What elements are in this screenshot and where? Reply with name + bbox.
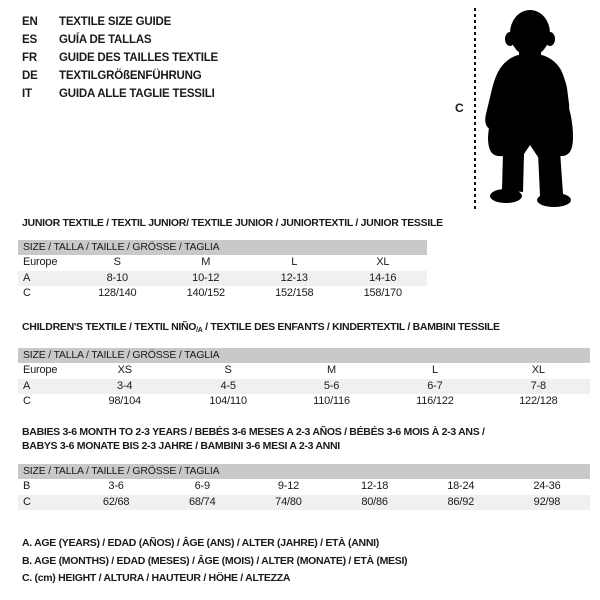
table-cell: 92/98 bbox=[533, 495, 561, 508]
size-header-bar: SIZE / TALLA / TAILLE / GRÖSSE / TAGLIA bbox=[18, 348, 590, 363]
height-dashed-line bbox=[474, 8, 476, 209]
table-rows bbox=[18, 479, 590, 510]
table-rows bbox=[18, 363, 590, 410]
baby-silhouette-icon bbox=[483, 8, 583, 208]
table-cell: XL bbox=[531, 364, 545, 376]
row-cells bbox=[73, 255, 427, 271]
language-row bbox=[22, 67, 218, 85]
table-cell: 140/152 bbox=[186, 287, 225, 299]
row-cells bbox=[73, 394, 590, 410]
table-cell: XS bbox=[117, 364, 132, 376]
row-label: A bbox=[23, 379, 31, 392]
table-cell: 6-9 bbox=[194, 480, 210, 492]
height-measure-label: C bbox=[455, 101, 464, 115]
babies-title-line2: BABYS 3-6 MONATE BIS 2-3 JAHRE / BAMBINI 3-6 MESI A 2-3 ANNI bbox=[22, 440, 340, 452]
table-cell: L bbox=[431, 364, 438, 376]
row-label: A bbox=[23, 271, 31, 284]
language-title: TEXTILE SIZE GUIDE bbox=[59, 16, 172, 28]
table-cell: 9-12 bbox=[277, 480, 300, 492]
row-cells bbox=[73, 495, 590, 511]
table-cell: S bbox=[224, 364, 232, 376]
babies-title-line1: BABIES 3-6 MONTH TO 2-3 YEARS / BEBÉS 3-6 MESES A 2-3 AÑOS / BÉBÉS 3-6 MOIS À 2-3 ANS / bbox=[22, 426, 485, 438]
row-label: Europe bbox=[23, 364, 58, 376]
table-cell: 158/170 bbox=[363, 287, 402, 299]
language-title: GUIDA ALLE TAGLIE TESSILI bbox=[59, 88, 215, 100]
table-row bbox=[18, 271, 427, 287]
table-cell: 68/74 bbox=[188, 495, 216, 508]
footnote-line: C. (cm) HEIGHT / ALTURA / HAUTEUR / HÖHE / ALTEZZA bbox=[22, 572, 291, 584]
table-cell: 86/92 bbox=[447, 495, 475, 508]
row-cells bbox=[73, 363, 590, 379]
row-label: C bbox=[23, 495, 31, 508]
language-code: EN bbox=[22, 16, 38, 28]
language-row bbox=[22, 31, 218, 49]
table-cell: 12-13 bbox=[280, 271, 308, 284]
language-title: GUÍA DE TALLAS bbox=[59, 34, 152, 46]
table-cell: 122/128 bbox=[519, 395, 558, 407]
table-cell: 14-16 bbox=[369, 271, 397, 284]
table-row bbox=[18, 255, 427, 271]
row-label: C bbox=[23, 287, 31, 299]
table-cell: 12-18 bbox=[361, 480, 389, 492]
table-cell: 6-7 bbox=[427, 379, 443, 392]
table-cell: 98/104 bbox=[108, 395, 141, 407]
table-cell: 128/140 bbox=[98, 287, 137, 299]
language-code: IT bbox=[22, 88, 32, 100]
table-cell: M bbox=[327, 364, 336, 376]
table-cell: 10-12 bbox=[192, 271, 220, 284]
language-title: GUIDE DES TAILLES TEXTILE bbox=[59, 52, 218, 64]
footnote-line: B. AGE (MONTHS) / EDAD (MESES) / ÂGE (MOIS) / ALTER (MONATE) / ETÀ (MESI) bbox=[22, 554, 408, 567]
table-cell: 3-6 bbox=[108, 480, 124, 492]
table-row bbox=[18, 286, 427, 302]
children-title-suffix: / TEXTILE DES ENFANTS / KINDERTEXTIL / BAMBINI TESSILE bbox=[202, 321, 500, 333]
junior-table-title: JUNIOR TEXTILE / TEXTIL JUNIOR/ TEXTILE JUNIOR / JUNIORTEXTIL / JUNIOR TESSILE bbox=[22, 217, 443, 229]
language-title: TEXTILGRÖßENFÜHRUNG bbox=[59, 70, 202, 82]
row-label: Europe bbox=[23, 256, 58, 268]
size-header-bar: SIZE / TALLA / TAILLE / GRÖSSE / TAGLIA bbox=[18, 464, 590, 479]
table-cell: 116/122 bbox=[416, 395, 454, 407]
language-row bbox=[22, 85, 218, 103]
row-label: B bbox=[23, 480, 31, 492]
junior-size-table bbox=[18, 240, 427, 302]
table-cell: 3-4 bbox=[117, 379, 133, 392]
babies-size-table bbox=[18, 464, 590, 510]
row-cells bbox=[73, 379, 590, 395]
language-row bbox=[22, 49, 218, 67]
row-label: C bbox=[23, 395, 31, 407]
table-cell: XL bbox=[376, 256, 390, 268]
table-cell: M bbox=[201, 256, 211, 268]
table-cell: 4-5 bbox=[220, 379, 236, 392]
row-cells bbox=[73, 479, 590, 495]
language-code: ES bbox=[22, 34, 37, 46]
table-row bbox=[18, 479, 590, 495]
table-cell: S bbox=[113, 256, 121, 268]
children-title-prefix: CHILDREN'S TEXTILE / TEXTIL NIÑO bbox=[22, 321, 197, 333]
children-size-table bbox=[18, 348, 590, 410]
table-cell: 104/110 bbox=[209, 395, 247, 407]
size-header-bar: SIZE / TALLA / TAILLE / GRÖSSE / TAGLIA bbox=[18, 240, 427, 255]
language-code: FR bbox=[22, 52, 37, 64]
table-cell: 8-10 bbox=[106, 271, 128, 284]
babies-table-title bbox=[22, 425, 485, 453]
footnotes bbox=[22, 535, 407, 588]
table-cell: 7-8 bbox=[530, 379, 546, 392]
table-row bbox=[18, 363, 590, 379]
table-cell: 24-36 bbox=[533, 480, 561, 492]
table-cell: 74/80 bbox=[275, 495, 302, 508]
children-title-subscript: /A bbox=[196, 327, 203, 334]
table-cell: 18-24 bbox=[447, 480, 475, 492]
table-cell: 5-6 bbox=[323, 379, 340, 392]
table-rows bbox=[18, 255, 427, 302]
table-cell: 110/116 bbox=[313, 395, 350, 407]
row-cells bbox=[73, 271, 427, 287]
table-cell: 80/86 bbox=[361, 495, 388, 508]
table-cell: L bbox=[291, 256, 298, 268]
footnote-line: A. AGE (YEARS) / EDAD (AÑOS) / ÂGE (ANS) / ALTER (JAHRE) / ETÀ (ANNI) bbox=[22, 537, 379, 549]
language-list bbox=[22, 13, 218, 103]
table-row bbox=[18, 495, 590, 511]
language-row bbox=[22, 13, 218, 31]
table-cell: 62/68 bbox=[102, 495, 130, 508]
language-code: DE bbox=[22, 70, 38, 82]
table-row bbox=[18, 394, 590, 410]
row-cells bbox=[73, 286, 427, 302]
children-table-title bbox=[22, 320, 500, 338]
table-row bbox=[18, 379, 590, 395]
table-cell: 152/158 bbox=[275, 287, 314, 299]
